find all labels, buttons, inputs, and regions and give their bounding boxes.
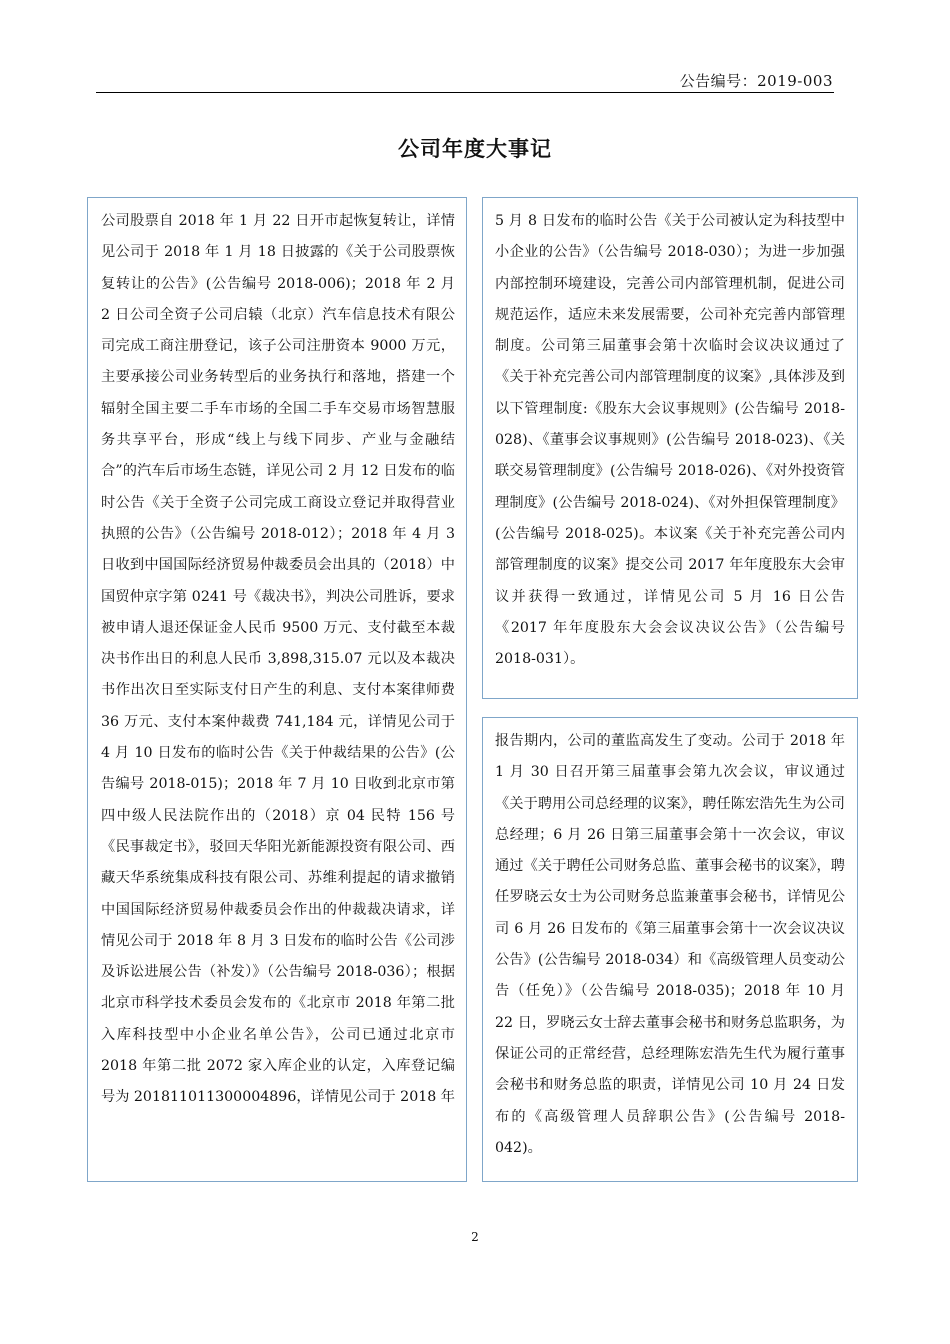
events-box-right-bottom <box>482 717 858 1182</box>
announcement-code: 公告编号：2019-003 <box>679 72 833 90</box>
events-text-right-bottom: 报告期内，公司的董监高发生了变动。公司于 2018 年 1 月 30 日召开第三届董事会第九次会议，审议通过《关于聘用公司总经理的议案》，聘任陈宏浩先生为公司总经理；6 月 26 日第三届董事会第十一次会议，审议通过《关于聘任公司财务总监、董事会秘书的议案》，聘任罗晓云女士为公司财务总监兼董事会秘书，详情见公司 6 月 26 日发布的《第三届董事会第十一次会议决议公告》(公告编号 2018-034）和《高级管理人员变动公告（任免）》（公告编号 2018-035)；2018 年 10 月 22 日，罗晓云女士辞去董事会秘书和财务总监职务，为保证公司的正常经营，总经理陈宏浩先生代为履行董事会秘书和财务总监的职责，详情见公司 10 月 24 日发布的《高级管理人员辞职公告》(公告编号 2018-042)。 <box>495 733 845 1156</box>
events-text-right-top: 5 月 8 日发布的临时公告《关于公司被认定为科技型中小企业的公告》（公告编号 2018-030）；为进一步加强内部控制环境建设，完善公司内部管理机制，促进公司规范运作，适应未来发展需要，公司补充完善内部管理制度。公司第三届董事会第十次临时会议决议通过了《关于补充完善公司内部管理制度的议案》,具体涉及到以下管理制度:《股东大会议事规则》(公告编号 2018-028)、《董事会议事规则》(公告编号 2018-023)、《关联交易管理制度》(公告编号 2018-026)、《对外投资管理制度》(公告编号 2018-024)、《对外担保管理制度》(公告编号 2018-025)。本议案《关于补充完善公司内部管理制度的议案》提交公司 2017 年年度股东大会审议并获得一致通过，详情见公司 5 月 16 日公告《2017 年年度股东大会会议决议公告》（公告编号 2018-031）。 <box>495 213 845 668</box>
page-number: 2 <box>471 1230 479 1244</box>
events-text-left: 公司股票自 2018 年 1 月 22 日开市起恢复转让，详情见公司于 2018 年 1 月 18 日披露的《关于公司股票恢复转让的公告》(公告编号 2018-006)；2018 年 2 月 2 日公司全资子公司启辕（北京）汽车信息技术有限公司完成工商注册登记，该子公司注册资本 9000 万元，主要承接公司业务转型后的业务执行和落地，搭建一个辐射全国主要二手车市场的全国二手车交易市场智慧服务共享平台，形成“线上与线下同步、产业与金融结合”的汽车后市场生态链，详见公司 2 月 12 日发布的临时公告《关于全资子公司完成工商设立登记并取得营业执照的公告》（公告编号 2018-012）；2018 年 4 月 3 日收到中国国际经济贸易仲裁委员会出具的（2018）中国贸仲京字第 0241 号《裁决书》，判决公司胜诉，要求被申请人退还保证金人民币 9500 万元、支付截至本裁决书作出日的利息人民币 3,898,315.07 元以及本裁决书作出次日至实际支付日产生的利息、支付本案律师费 36 万元、支付本案仲裁费 741,184 元，详情见公司于 4 月 10 日发布的临时公告《关于仲裁结果的公告》(公告编号 2018-015)；2018 年 7 月 10 日收到北京市第四中级人民法院作出的（2018）京 04 民特 156 号《民事裁定书》，驳回天华阳光新能源投资有限公司、西藏天华系统集成科技有限公司、苏维利提起的请求撤销中国国际经济贸易仲裁委员会作出的仲裁裁决请求，详情见公司于 2018 年 8 月 3 日发布的临时公告《公司涉及诉讼进展公告（补发）》（公告编号 2018-036）；根据北京市科学技术委员会发布的《北京市 2018 年第二批入库科技型中小企业名单公告》，公司已通过北京市 2018 年第二批 2072 家入库企业的认定，入库登记编号为 20181101130000​4896，详情见公司于 2018 年 <box>101 213 455 1106</box>
header-divider <box>96 92 834 93</box>
page-title: 公司年度大事记 <box>398 137 552 161</box>
events-box-left <box>87 197 467 1182</box>
events-box-right-top <box>482 197 858 699</box>
